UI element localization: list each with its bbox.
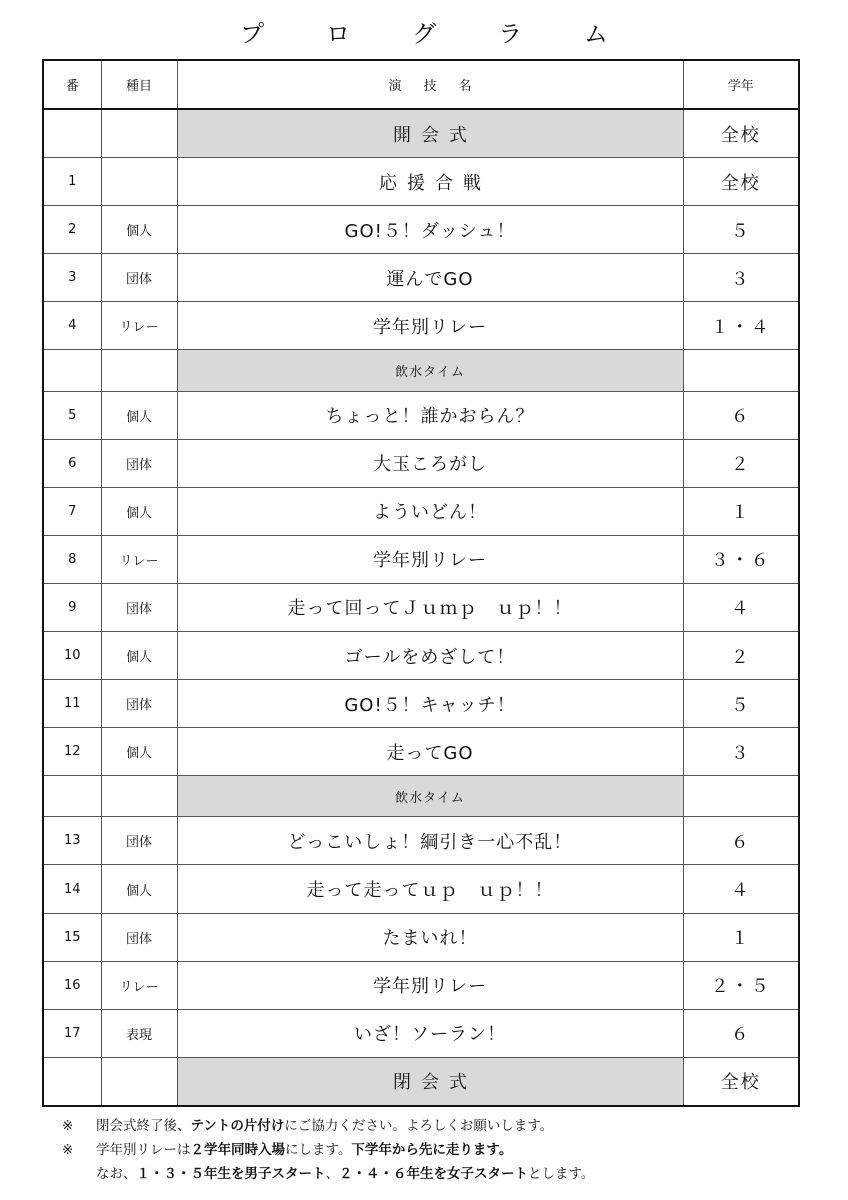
- row-number: [43, 109, 101, 158]
- row-number: 12: [43, 728, 101, 776]
- row-event-type: [101, 776, 177, 817]
- table-row: [43, 817, 799, 865]
- row-grade: ２: [683, 439, 799, 487]
- note-text: にします。: [285, 1142, 352, 1158]
- row-event-name: GO!５！ダッシュ！: [177, 206, 683, 254]
- table-row: [43, 109, 799, 158]
- row-grade: ６: [683, 1009, 799, 1057]
- row-event-name: ゴールをめざして！: [177, 632, 683, 680]
- row-event-name: 飲水タイム: [177, 350, 683, 391]
- note-text: なお、: [96, 1166, 137, 1182]
- table-row: [43, 439, 799, 487]
- row-event-name: 学年別リレー: [177, 535, 683, 583]
- row-event-type: 個人: [101, 728, 177, 776]
- note-text: 、: [325, 1166, 339, 1182]
- row-number: 7: [43, 487, 101, 535]
- row-event-name: 学年別リレー: [177, 961, 683, 1009]
- page-title: プログラム: [240, 20, 670, 48]
- row-number: [43, 776, 101, 817]
- note-emphasis: １・３・５年生を男子スタート: [136, 1166, 326, 1182]
- row-event-type: [101, 158, 177, 206]
- note-text: 閉会式終了後、: [96, 1118, 191, 1134]
- row-event-name: 運んでGO: [177, 254, 683, 302]
- row-event-type: リレー: [101, 535, 177, 583]
- table-row: [43, 487, 799, 535]
- table-row-break: [43, 776, 799, 817]
- program-table: [42, 59, 800, 1107]
- row-grade: ６: [683, 817, 799, 865]
- row-event-type: 個人: [101, 632, 177, 680]
- row-grade: [683, 776, 799, 817]
- table-row: [43, 865, 799, 913]
- row-event-type: リレー: [101, 302, 177, 350]
- row-grade: ５: [683, 206, 799, 254]
- table-row: [43, 206, 799, 254]
- table-row: [43, 254, 799, 302]
- row-event-type: [101, 109, 177, 158]
- row-event-name: 走ってGO: [177, 728, 683, 776]
- row-event-type: 団体: [101, 439, 177, 487]
- row-grade: ５: [683, 680, 799, 728]
- table-row: [43, 391, 799, 439]
- header-name: 演技名: [177, 60, 683, 109]
- row-number: 17: [43, 1009, 101, 1057]
- table-row: [43, 1009, 799, 1057]
- row-event-type: 個人: [101, 865, 177, 913]
- row-event-name: 大玉ころがし: [177, 439, 683, 487]
- row-grade: ３: [683, 728, 799, 776]
- row-number: 6: [43, 439, 101, 487]
- row-event-name: 学年別リレー: [177, 302, 683, 350]
- row-event-name: 応援合戦: [177, 158, 683, 206]
- row-grade: ２・５: [683, 961, 799, 1009]
- table-row: [43, 680, 799, 728]
- row-number: 9: [43, 583, 101, 631]
- table-row: [43, 632, 799, 680]
- row-event-type: 団体: [101, 583, 177, 631]
- row-number: 16: [43, 961, 101, 1009]
- row-grade: ３: [683, 254, 799, 302]
- row-event-name: 閉会式: [177, 1057, 683, 1106]
- row-event-name: 走って回ってＪｕｍｐ ｕｐ！！: [177, 583, 683, 631]
- row-grade: ２: [683, 632, 799, 680]
- row-number: 5: [43, 391, 101, 439]
- row-grade: ４: [683, 865, 799, 913]
- note-emphasis: 下学年から先に走ります。: [351, 1142, 513, 1158]
- row-number: 11: [43, 680, 101, 728]
- note-line-3: [62, 1162, 822, 1186]
- row-grade: １: [683, 487, 799, 535]
- row-grade: １: [683, 913, 799, 961]
- row-number: 15: [43, 913, 101, 961]
- row-number: 8: [43, 535, 101, 583]
- row-event-type: [101, 1057, 177, 1106]
- note-mark: ※: [62, 1118, 74, 1134]
- row-number: [43, 1057, 101, 1106]
- row-number: 14: [43, 865, 101, 913]
- note-emphasis: ２学年同時入場: [190, 1142, 285, 1158]
- row-event-type: 個人: [101, 206, 177, 254]
- note-emphasis: テントの片付け: [190, 1118, 285, 1134]
- row-grade: [683, 350, 799, 391]
- row-event-type: 団体: [101, 254, 177, 302]
- row-event-name: ちょっと！誰かおらん？: [177, 391, 683, 439]
- note-text: とします。: [528, 1166, 595, 1182]
- row-event-name: 走って走ってｕｐ ｕｐ！！: [177, 865, 683, 913]
- row-event-name: どっこいしょ！綱引き一心不乱！: [177, 817, 683, 865]
- table-header-row: [43, 60, 799, 109]
- row-event-type: 表現: [101, 1009, 177, 1057]
- row-event-type: 個人: [101, 487, 177, 535]
- row-number: 2: [43, 206, 101, 254]
- row-number: [43, 350, 101, 391]
- row-grade: 全校: [683, 109, 799, 158]
- row-event-name: たまいれ！: [177, 913, 683, 961]
- table-row-break: [43, 350, 799, 391]
- row-event-type: 団体: [101, 913, 177, 961]
- table-row: [43, 535, 799, 583]
- row-event-name: よういどん！: [177, 487, 683, 535]
- row-grade: 全校: [683, 158, 799, 206]
- table-row: [43, 583, 799, 631]
- table-row: [43, 728, 799, 776]
- note-text: 学年別リレーは: [96, 1142, 191, 1158]
- row-event-type: リレー: [101, 961, 177, 1009]
- note-line-1: [62, 1114, 822, 1138]
- row-number: 4: [43, 302, 101, 350]
- row-grade: １・４: [683, 302, 799, 350]
- header-no: 番: [43, 60, 101, 109]
- row-grade: ４: [683, 583, 799, 631]
- row-event-name: いざ！ソーラン！: [177, 1009, 683, 1057]
- row-grade: ６: [683, 391, 799, 439]
- table-row: [43, 1057, 799, 1106]
- row-number: 1: [43, 158, 101, 206]
- row-number: 3: [43, 254, 101, 302]
- note-mark: ※: [62, 1142, 74, 1158]
- notes: [62, 1114, 822, 1186]
- row-event-type: 団体: [101, 680, 177, 728]
- row-grade: ３・６: [683, 535, 799, 583]
- table-row: [43, 961, 799, 1009]
- row-event-type: 団体: [101, 817, 177, 865]
- note-emphasis: ２・４・６年生を女子スタート: [339, 1166, 528, 1182]
- header-kind: 種目: [101, 60, 177, 109]
- row-event-type: [101, 350, 177, 391]
- row-number: 10: [43, 632, 101, 680]
- table-row: [43, 302, 799, 350]
- header-grade: 学年: [683, 60, 799, 109]
- row-event-name: 開会式: [177, 109, 683, 158]
- row-event-type: 個人: [101, 391, 177, 439]
- row-number: 13: [43, 817, 101, 865]
- row-event-name: GO!５！キャッチ！: [177, 680, 683, 728]
- row-grade: 全校: [683, 1057, 799, 1106]
- note-line-2: [62, 1138, 822, 1162]
- table-row: [43, 158, 799, 206]
- note-text: にご協力ください。よろしくお願いします。: [284, 1118, 554, 1134]
- row-event-name: 飲水タイム: [177, 776, 683, 817]
- table-row: [43, 913, 799, 961]
